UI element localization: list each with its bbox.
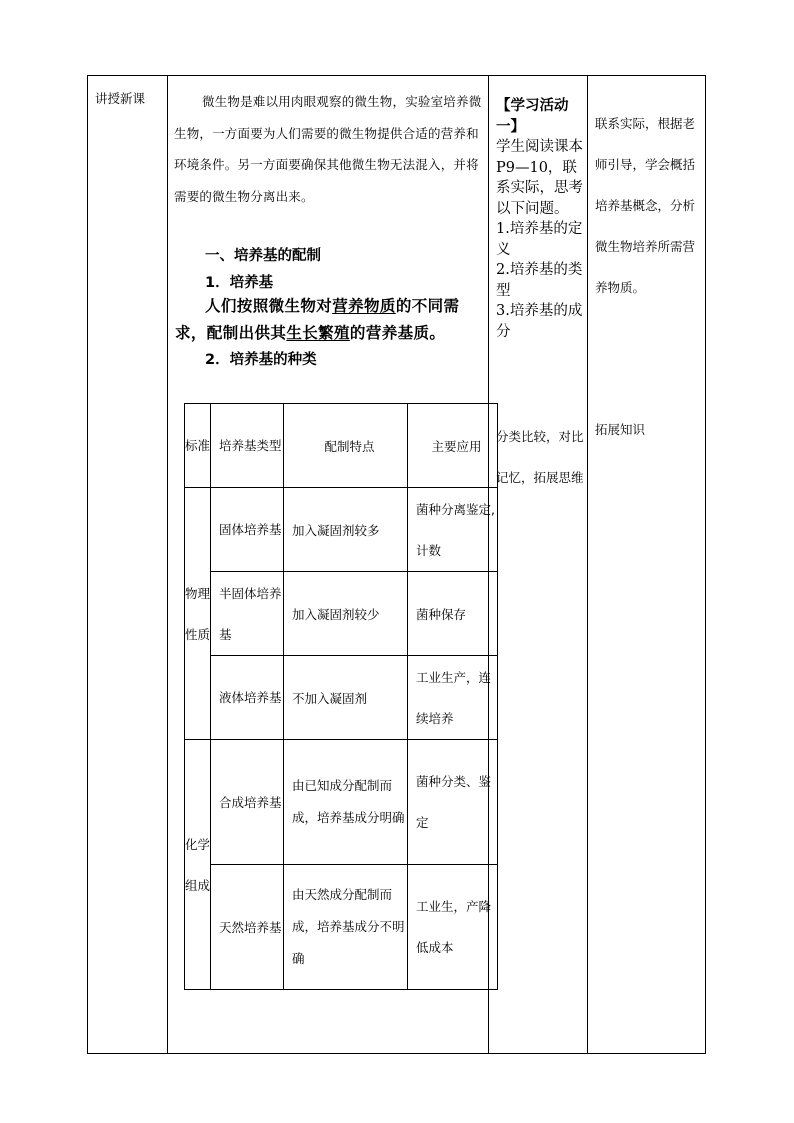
standard-cell: 化学组成 bbox=[185, 740, 211, 990]
medium-types-table bbox=[184, 403, 498, 990]
feature-cell: 加入凝固剂较少 bbox=[284, 572, 408, 656]
design-intent-extra: 拓展知识 bbox=[595, 422, 646, 437]
header-feature: 配制特点 bbox=[284, 404, 408, 488]
table-row bbox=[185, 572, 498, 656]
activity-line: 3.培养基的成分 bbox=[496, 303, 583, 340]
feature-cell: 由天然成分配制而成，培养基成分不明确 bbox=[284, 865, 408, 990]
type-cell: 合成培养基 bbox=[211, 740, 284, 865]
key-term: 生长繁殖 bbox=[286, 324, 350, 342]
type-cell: 液体培养基 bbox=[211, 656, 284, 740]
type-cell: 固体培养基 bbox=[211, 488, 284, 572]
table-row bbox=[185, 488, 498, 572]
application-cell: 菌种分离鉴定,计数 bbox=[408, 488, 498, 572]
intro-paragraph: 微生物是难以用肉眼观察的微生物，实验室培养微生物，一方面要为人们需要的微生物提供合适的营养和环境条件。另一方面要确保其他微生物无法混入，并将需要的微生物分离出来。 bbox=[174, 94, 482, 204]
table-header-row bbox=[185, 404, 498, 488]
table-row bbox=[185, 656, 498, 740]
application-cell: 工业生，产降低成本 bbox=[408, 865, 498, 990]
type-cell: 半固体培养基 bbox=[211, 572, 284, 656]
feature-cell: 不加入凝固剂 bbox=[284, 656, 408, 740]
activity-method: 分类比较，对比记忆，拓展思维 bbox=[496, 429, 584, 485]
column-divider bbox=[167, 76, 168, 1053]
subheading-types: 2．培养基的种类 bbox=[205, 352, 317, 368]
row-label: 讲授新课 bbox=[95, 91, 146, 106]
table-row bbox=[185, 740, 498, 865]
activity-line: 学生阅读课本P9—10，联系实际，思考以下问题。 bbox=[496, 139, 583, 217]
key-term: 营养物质 bbox=[332, 297, 396, 315]
application-cell: 菌种保存 bbox=[408, 572, 498, 656]
header-type: 培养基类型 bbox=[211, 404, 284, 488]
application-cell: 工业生产，连续培养 bbox=[408, 656, 498, 740]
application-cell: 菌种分类、鉴定 bbox=[408, 740, 498, 865]
type-cell: 天然培养基 bbox=[211, 865, 284, 990]
standard-cell: 物理性质 bbox=[185, 488, 211, 740]
activity-line: 1.培养基的定义 bbox=[496, 221, 583, 258]
activity-title: 【学习活动一】 bbox=[496, 98, 569, 135]
header-standard: 标准 bbox=[185, 404, 211, 488]
learning-activity bbox=[496, 96, 588, 342]
header-application: 主要应用 bbox=[408, 404, 498, 488]
design-intent: 联系实际，根据老师引导，学会概括培养基概念，分析微生物培养所需营养物质。 bbox=[595, 116, 696, 295]
lesson-plan-table bbox=[87, 75, 706, 1054]
section-title: 一、培养基的配制 bbox=[205, 248, 321, 264]
subheading-medium: 1．培养基 bbox=[205, 275, 274, 291]
table-row bbox=[185, 865, 498, 990]
feature-cell: 加入凝固剂较多 bbox=[284, 488, 408, 572]
medium-definition: 人们按照微生物对营养物质的不同需求，配制出供其生长繁殖的营养基质。 bbox=[175, 297, 460, 342]
feature-cell: 由已知成分配制而成，培养基成分明确 bbox=[284, 740, 408, 865]
activity-line: 2.培养基的类型 bbox=[496, 262, 583, 299]
